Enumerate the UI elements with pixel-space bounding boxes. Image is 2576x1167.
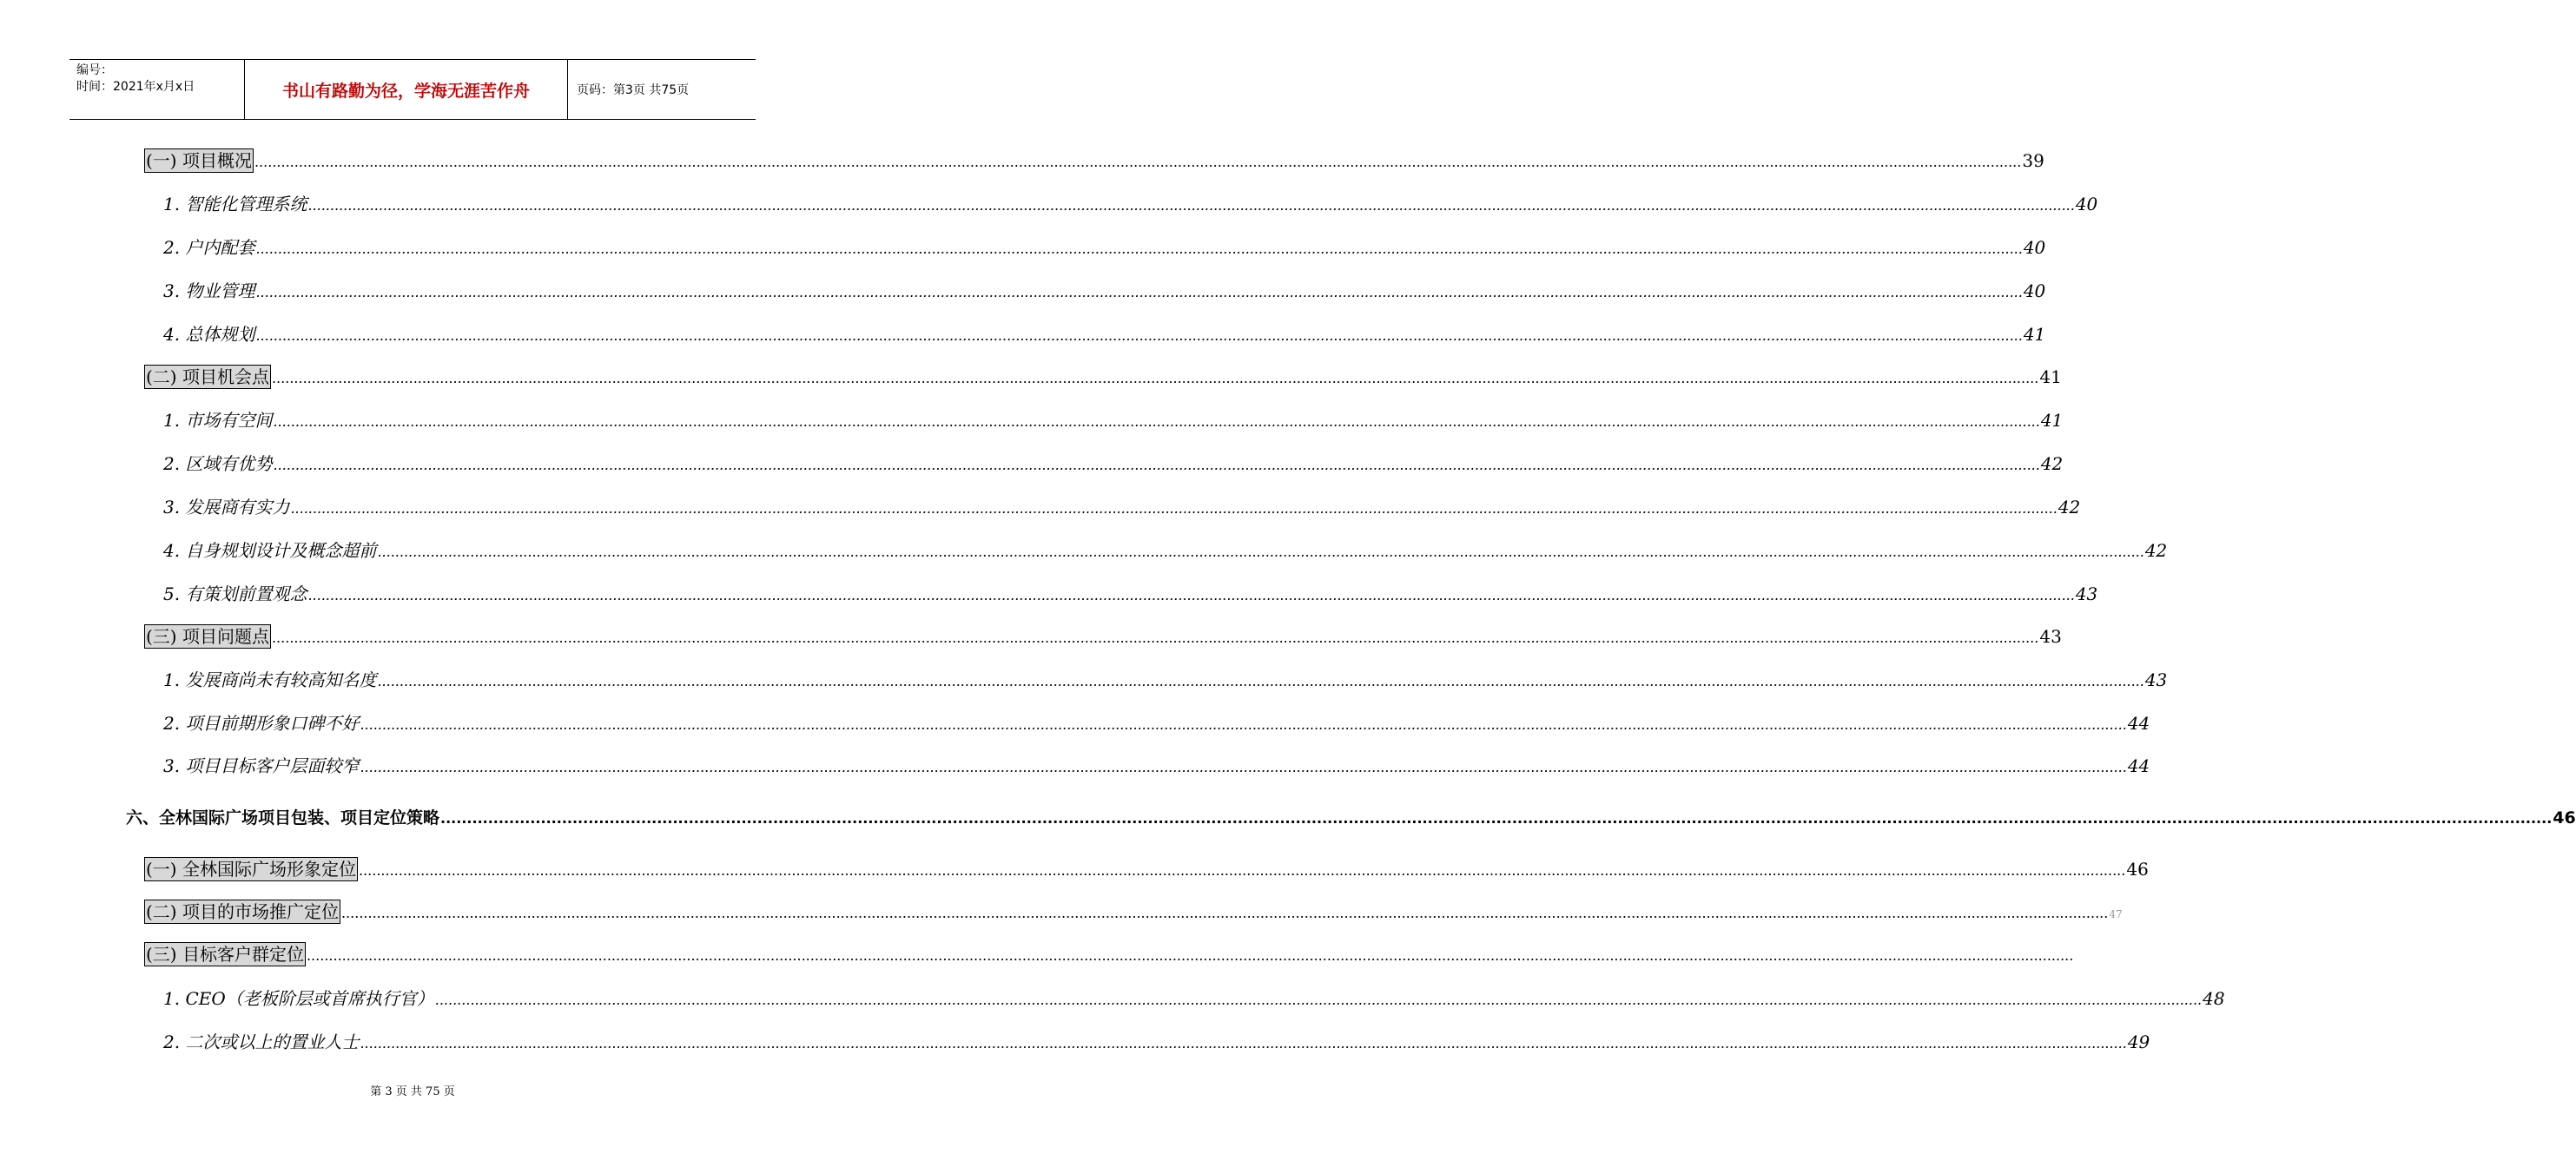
toc-entry[interactable] bbox=[163, 278, 2046, 304]
toc-entry[interactable] bbox=[144, 623, 2062, 649]
toc-leader-dots: ................................................................................................................................................................................................................................................................................................................................................................................................................ bbox=[273, 457, 2040, 473]
toc-leader-dots: ................................................................................................................................................................................................................................................................................................................................................................................................................ bbox=[440, 810, 2553, 827]
toc-entry-label: (二) 项目的市场推广定位 bbox=[146, 901, 339, 922]
toc-entry[interactable] bbox=[163, 407, 2064, 433]
toc-leader-dots: ................................................................................................................................................................................................................................................................................................................................................................................................................ bbox=[255, 327, 2023, 344]
toc-entry-page: 43 bbox=[2039, 626, 2062, 647]
toc-entry-label: 六、全林国际广场项目包装、项目定位策略 bbox=[126, 808, 440, 827]
toc-entry-page: 49 bbox=[2127, 1032, 2150, 1052]
toc-entry-page: 40 bbox=[2023, 280, 2046, 301]
header-motto: 书山有路勤为径，学海无涯苦作舟 bbox=[245, 60, 568, 119]
toc-entry-label: 3. 发展商有实力 bbox=[163, 497, 290, 518]
toc-entry-page: 44 bbox=[2127, 755, 2150, 776]
toc-entry-page: 46 bbox=[2126, 859, 2149, 880]
toc-entry[interactable] bbox=[163, 321, 2046, 347]
toc-entry-label: (三) 目标客户群定位 bbox=[146, 944, 304, 965]
number-label: 编号： bbox=[76, 63, 113, 77]
toc-entry[interactable] bbox=[163, 191, 2098, 217]
toc-entry-page: 41 bbox=[2040, 410, 2064, 431]
header-meta bbox=[69, 60, 245, 119]
toc-leader-dots: ................................................................................................................................................................................................................................................................................................................................................................................................................ bbox=[255, 284, 2023, 300]
toc-entry-page: 42 bbox=[2144, 540, 2168, 561]
toc-entry-label: 3. 项目目标客户层面较窄 bbox=[163, 755, 360, 776]
toc-entry[interactable] bbox=[163, 581, 2098, 607]
toc-entry-page: 42 bbox=[2040, 453, 2064, 474]
toc-entry[interactable] bbox=[163, 451, 2064, 477]
toc-entry-page: 44 bbox=[2127, 713, 2150, 734]
toc-leader-dots: ................................................................................................................................................................................................................................................................................................................................................................................................................ bbox=[340, 905, 2109, 921]
toc-entry-label: (一) 项目概况 bbox=[146, 150, 252, 171]
toc-entry-label: 1. 发展商尚未有较高知名度 bbox=[163, 669, 377, 690]
toc-entry[interactable] bbox=[163, 710, 2150, 736]
header-page-info: 页码：第3页 共75页 bbox=[577, 83, 690, 97]
toc-entry-page: 40 bbox=[2075, 194, 2098, 214]
toc-entry-page: 41 bbox=[2023, 324, 2046, 345]
toc-entry-page: 41 bbox=[2039, 366, 2062, 387]
toc-entry-label: 2. 区域有优势 bbox=[163, 453, 273, 474]
toc-entry-label: 2. 项目前期形象口碑不好 bbox=[163, 713, 360, 734]
toc-entry-page: 40 bbox=[2023, 237, 2046, 258]
toc-leader-dots: ................................................................................................................................................................................................................................................................................................................................................................................................................ bbox=[360, 1035, 2127, 1052]
toc-entry[interactable] bbox=[163, 234, 2046, 260]
toc-leader-dots: ................................................................................................................................................................................................................................................................................................................................................................................................................ bbox=[360, 759, 2127, 775]
toc-leader-dots: ................................................................................................................................................................................................................................................................................................................................................................................................................ bbox=[254, 154, 2022, 170]
toc-leader-dots: ................................................................................................................................................................................................................................................................................................................................................................................................................ bbox=[290, 500, 2057, 517]
toc-entry-label: 1. 智能化管理系统 bbox=[163, 194, 307, 214]
toc-entry[interactable] bbox=[144, 900, 2123, 926]
toc-leader-dots: ................................................................................................................................................................................................................................................................................................................................................................................................................ bbox=[307, 587, 2075, 603]
toc-entry-page: 42 bbox=[2057, 497, 2081, 518]
toc-entry-label: (三) 项目问题点 bbox=[146, 626, 269, 647]
toc-leader-dots: ................................................................................................................................................................................................................................................................................................................................................................................................................ bbox=[377, 544, 2144, 560]
toc-leader-dots: ................................................................................................................................................................................................................................................................................................................................................................................................................ bbox=[271, 630, 2039, 646]
page-header bbox=[69, 59, 756, 120]
toc-entry[interactable] bbox=[163, 1029, 2150, 1055]
toc-entry-label: 4. 总体规划 bbox=[163, 324, 255, 345]
toc-entry[interactable] bbox=[126, 805, 2576, 831]
toc-entry-label: 2. 二次或以上的置业人士 bbox=[163, 1032, 360, 1052]
toc-entry-page: 47 bbox=[2109, 908, 2123, 920]
toc-leader-dots: ................................................................................................................................................................................................................................................................................................................................................................................................................ bbox=[307, 197, 2075, 214]
toc-entry-page: 43 bbox=[2144, 669, 2168, 690]
toc-entry-label: 1. 市场有空间 bbox=[163, 410, 273, 431]
toc-entry-page: 43 bbox=[2075, 584, 2098, 604]
toc-entry[interactable] bbox=[163, 537, 2168, 564]
toc-entry-label: (二) 项目机会点 bbox=[146, 366, 269, 387]
toc-entry[interactable] bbox=[163, 667, 2168, 693]
toc-leader-dots: ................................................................................................................................................................................................................................................................................................................................................................................................................ bbox=[306, 947, 2074, 964]
toc-entry[interactable] bbox=[163, 986, 2225, 1012]
toc-entry-label: 5. 有策划前置观念 bbox=[163, 584, 307, 604]
toc-entry-label: 3. 物业管理 bbox=[163, 280, 255, 301]
toc-entry-page: 48 bbox=[2203, 988, 2225, 1009]
toc-leader-dots: ................................................................................................................................................................................................................................................................................................................................................................................................................ bbox=[273, 413, 2040, 430]
toc-entry-label: 4. 自身规划设计及概念超前 bbox=[163, 540, 377, 561]
toc-entry[interactable] bbox=[144, 364, 2062, 390]
toc-entry[interactable] bbox=[144, 942, 2074, 968]
toc-leader-dots: ................................................................................................................................................................................................................................................................................................................................................................................................................ bbox=[377, 673, 2144, 689]
toc-entry-label: 2. 户内配套 bbox=[163, 237, 255, 258]
toc-entry-label: 1. CEO（老板阶层或首席执行官） bbox=[163, 988, 434, 1009]
toc-entry[interactable] bbox=[144, 856, 2149, 882]
toc-leader-dots: ................................................................................................................................................................................................................................................................................................................................................................................................................ bbox=[358, 862, 2126, 879]
toc-leader-dots: ................................................................................................................................................................................................................................................................................................................................................................................................................ bbox=[255, 241, 2023, 257]
toc-entry[interactable] bbox=[144, 148, 2044, 174]
toc-leader-dots: ................................................................................................................................................................................................................................................................................................................................................................................................................ bbox=[360, 716, 2127, 733]
toc-leader-dots: ................................................................................................................................................................................................................................................................................................................................................................................................................ bbox=[271, 370, 2039, 386]
toc-leader-dots: ................................................................................................................................................................................................................................................................................................................................................................................................................ bbox=[434, 992, 2203, 1008]
page-footer: 第 3 页 共 75 页 bbox=[370, 1085, 455, 1098]
toc-entry-label: (一) 全林国际广场形象定位 bbox=[146, 859, 356, 880]
date-label: 时间：2021年x月x日 bbox=[76, 80, 195, 94]
toc-entry-page: 46 bbox=[2553, 808, 2576, 827]
toc-entry[interactable] bbox=[163, 494, 2081, 520]
toc-entry[interactable] bbox=[163, 753, 2150, 779]
toc-entry-page: 39 bbox=[2022, 150, 2044, 171]
